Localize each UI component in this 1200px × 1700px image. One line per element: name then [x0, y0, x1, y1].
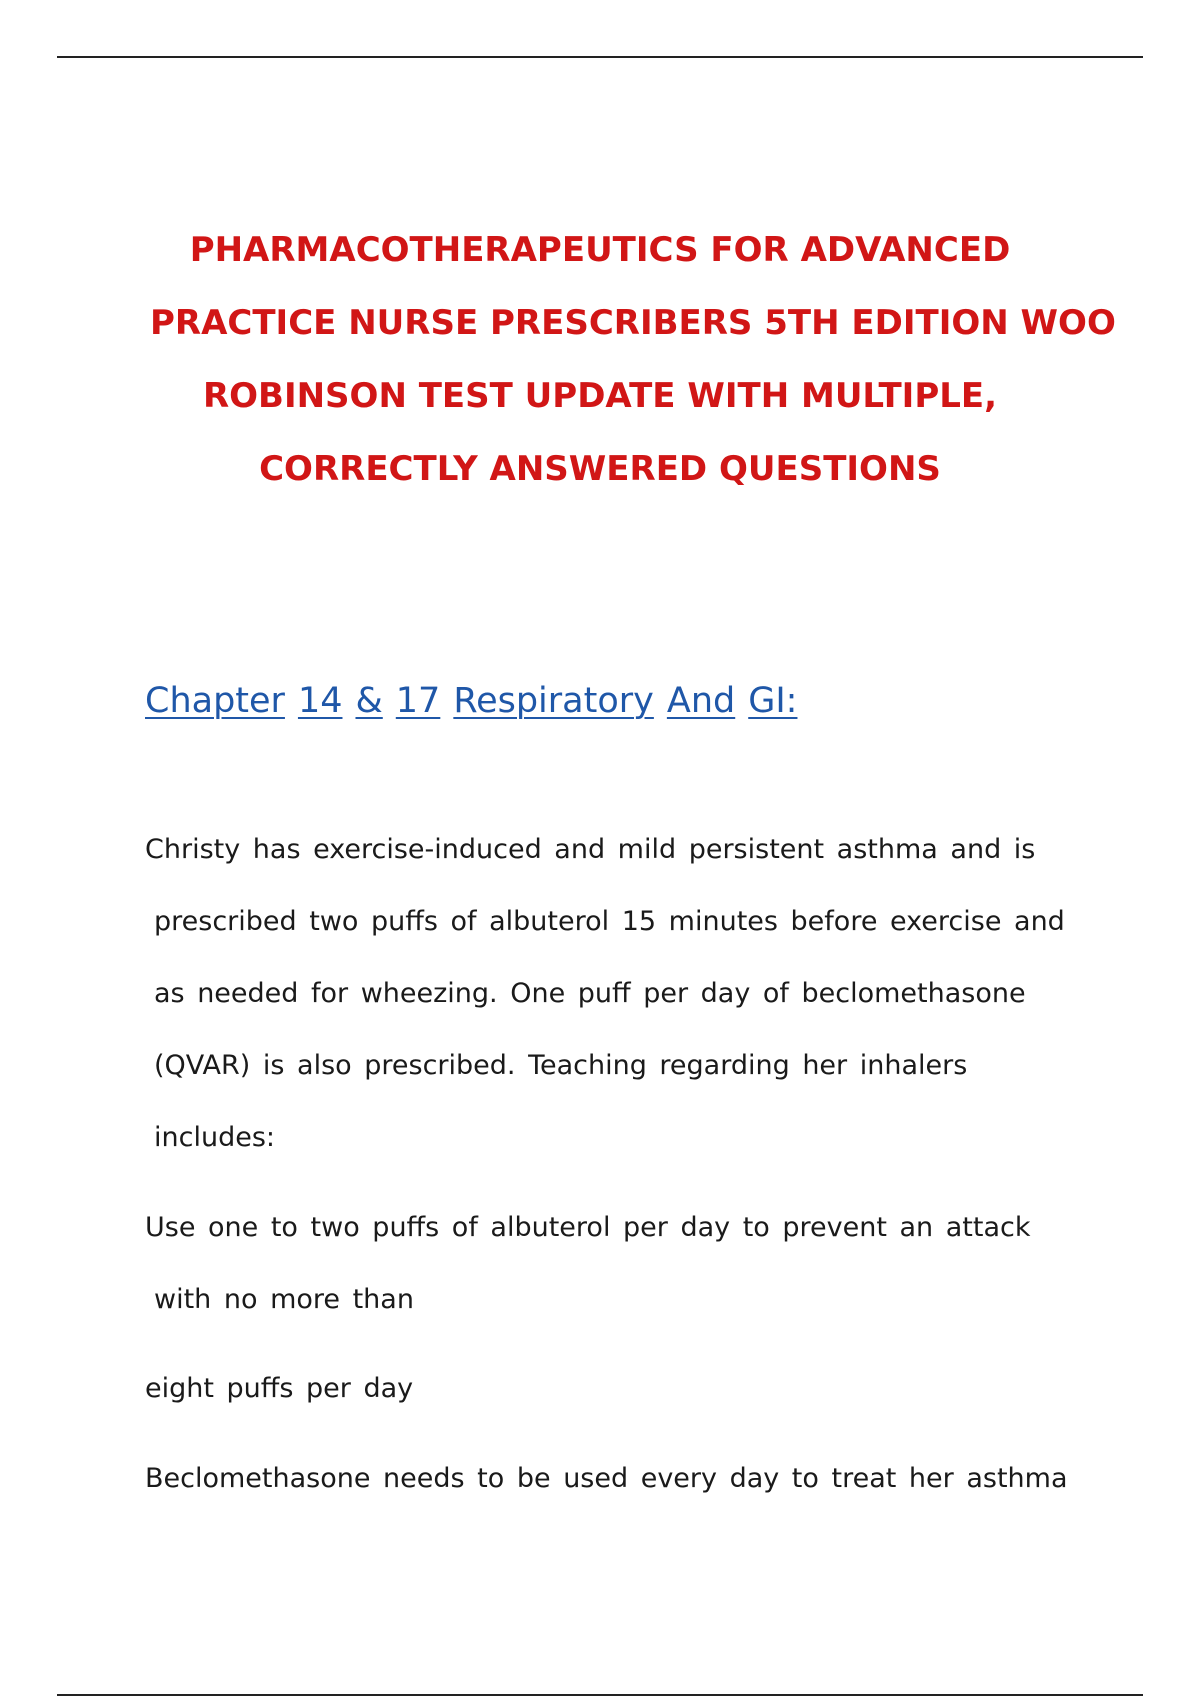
- question-stem: [145, 814, 1065, 1174]
- chapter-heading-word: &: [355, 681, 383, 721]
- question-line: Christy has exercise-induced and mild persistent asthma and is: [145, 834, 1036, 865]
- chapter-heading-word: Respiratory: [453, 681, 654, 721]
- option-line: Use one to two puffs of albuterol per day to prevent an attack: [145, 1212, 1031, 1243]
- document-title: [150, 214, 1116, 506]
- title-line: CORRECTLY ANSWERED QUESTIONS: [259, 449, 941, 489]
- chapter-heading-word: 17: [395, 681, 441, 721]
- chapter-heading-word: GI:: [748, 681, 798, 721]
- question-line: prescribed two puffs of albuterol 15 minutes before exercise and: [154, 906, 1065, 937]
- option-line: with no more than: [154, 1284, 414, 1315]
- title-line: PHARMACOTHERAPEUTICS FOR ADVANCED: [189, 230, 1011, 270]
- title-line: ROBINSON TEST UPDATE WITH MULTIPLE,: [202, 376, 998, 416]
- top-divider: [57, 56, 1143, 58]
- answer-option: [145, 1192, 1031, 1336]
- option-line: Beclomethasone needs to be used every day to treat her asthma: [145, 1463, 1068, 1494]
- bottom-divider: [57, 1694, 1143, 1696]
- option-line: eight puffs per day: [145, 1373, 414, 1404]
- chapter-heading-word: And: [666, 681, 736, 721]
- question-line: (QVAR) is also prescribed. Teaching regarding her inhalers: [154, 1050, 968, 1081]
- chapter-heading: [145, 676, 810, 726]
- title-line: PRACTICE NURSE PRESCRIBERS 5TH EDITION WOO: [150, 303, 1116, 343]
- answer-option-continuation: [145, 1353, 413, 1425]
- question-line: includes:: [154, 1122, 275, 1153]
- chapter-heading-word: 14: [297, 681, 343, 721]
- question-line: as needed for wheezing. One puff per day of beclomethasone: [154, 978, 1026, 1009]
- chapter-heading-word: Chapter: [145, 681, 285, 721]
- answer-option: [145, 1443, 1067, 1515]
